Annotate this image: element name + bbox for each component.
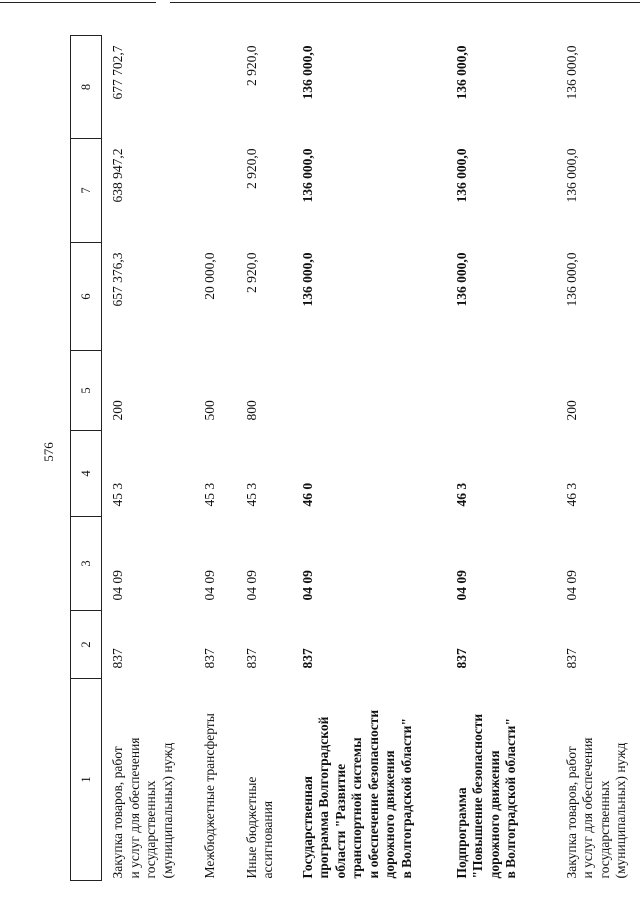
budget-table-sheet [70, 36, 628, 881]
value-cell: 136 000,0 [453, 45, 469, 100]
page-top-rule [0, 2, 640, 3]
page-number: 576 [41, 442, 56, 462]
section-code-cell: 04 09 [299, 570, 315, 601]
table-row [292, 36, 446, 881]
value-cell: 2 920,0 [243, 252, 259, 293]
value-cell: 136 000,0 [299, 45, 315, 100]
row-name-cell: Закупка товаров, работ и услуг для обеспечения государственных (муниципальных) нужд [110, 737, 175, 879]
value-cell: 136 000,0 [299, 252, 315, 307]
column-header: 3 [71, 517, 102, 611]
expense-type-cell: 800 [243, 400, 259, 421]
value-cell [194, 139, 236, 243]
row-name-cell: Иные бюджетные ассигнования [243, 776, 275, 879]
column-header: 1 [71, 679, 102, 881]
value-cell: 657 376,3 [110, 252, 125, 307]
section-code-cell: 04 09 [201, 570, 217, 601]
ministry-code-cell: 837 [299, 648, 315, 669]
program-code-cell: 45 3 [243, 482, 259, 507]
value-cell: 136 000,0 [299, 148, 315, 203]
ministry-code-cell: 837 [563, 648, 579, 669]
ministry-code-cell: 837 [110, 648, 125, 669]
column-header: 8 [71, 36, 102, 139]
column-header: 2 [71, 611, 102, 679]
value-cell: 136 000,0 [563, 252, 579, 307]
value-cell: 2 920,0 [243, 45, 259, 86]
table-row [446, 36, 556, 881]
section-code-cell: 04 09 [453, 570, 469, 601]
program-code-cell: 46 3 [453, 482, 469, 507]
row-name-cell: Подпрограмма "Повышение безопасности дорожного движения в Волгоградской области" [453, 713, 518, 879]
value-cell: 136 000,0 [563, 148, 579, 203]
value-cell: 20 000,0 [201, 252, 217, 300]
table-row [102, 36, 194, 881]
table-body [102, 36, 640, 881]
ministry-code-cell: 837 [201, 648, 217, 669]
value-cell: 136 000,0 [563, 45, 579, 100]
value-cell: 136 000,0 [453, 252, 469, 307]
column-header: 4 [71, 431, 102, 517]
section-code-cell: 04 09 [110, 570, 125, 601]
expense-type-cell: 200 [110, 400, 125, 421]
column-header: 7 [71, 139, 102, 243]
budget-table [70, 35, 640, 881]
expense-type-cell: 200 [563, 400, 579, 421]
table-row [194, 36, 236, 881]
table-row [556, 36, 640, 881]
row-name-cell: Закупка товаров, работ и услуг для обеспечения государственных (муниципальных) нужд [563, 737, 628, 879]
table-row [236, 36, 292, 881]
column-header: 5 [71, 351, 102, 431]
program-code-cell: 45 3 [201, 482, 217, 507]
value-cell: 638 947,2 [110, 148, 125, 203]
row-name-cell: Государственная программа Волгоградской области "Развитие транспортной системы и обеспечение безопасности дорожного движения в Волгоградской области" [299, 709, 414, 879]
program-code-cell: 45 3 [110, 482, 125, 507]
column-header: 6 [71, 243, 102, 351]
expense-type-cell [292, 351, 446, 431]
program-code-cell: 46 0 [299, 482, 315, 507]
value-cell [194, 36, 236, 139]
ministry-code-cell: 837 [243, 648, 259, 669]
program-code-cell: 46 3 [563, 482, 579, 507]
row-name-cell: Межбюджетные трансферты [201, 713, 217, 879]
column-number-row [71, 36, 102, 881]
expense-type-cell [446, 351, 556, 431]
value-cell: 2 920,0 [243, 148, 259, 189]
value-cell: 136 000,0 [453, 148, 469, 203]
ministry-code-cell: 837 [453, 648, 469, 669]
expense-type-cell: 500 [201, 400, 217, 421]
value-cell: 677 702,7 [110, 45, 125, 100]
section-code-cell: 04 09 [243, 570, 259, 601]
section-code-cell: 04 09 [563, 570, 579, 601]
